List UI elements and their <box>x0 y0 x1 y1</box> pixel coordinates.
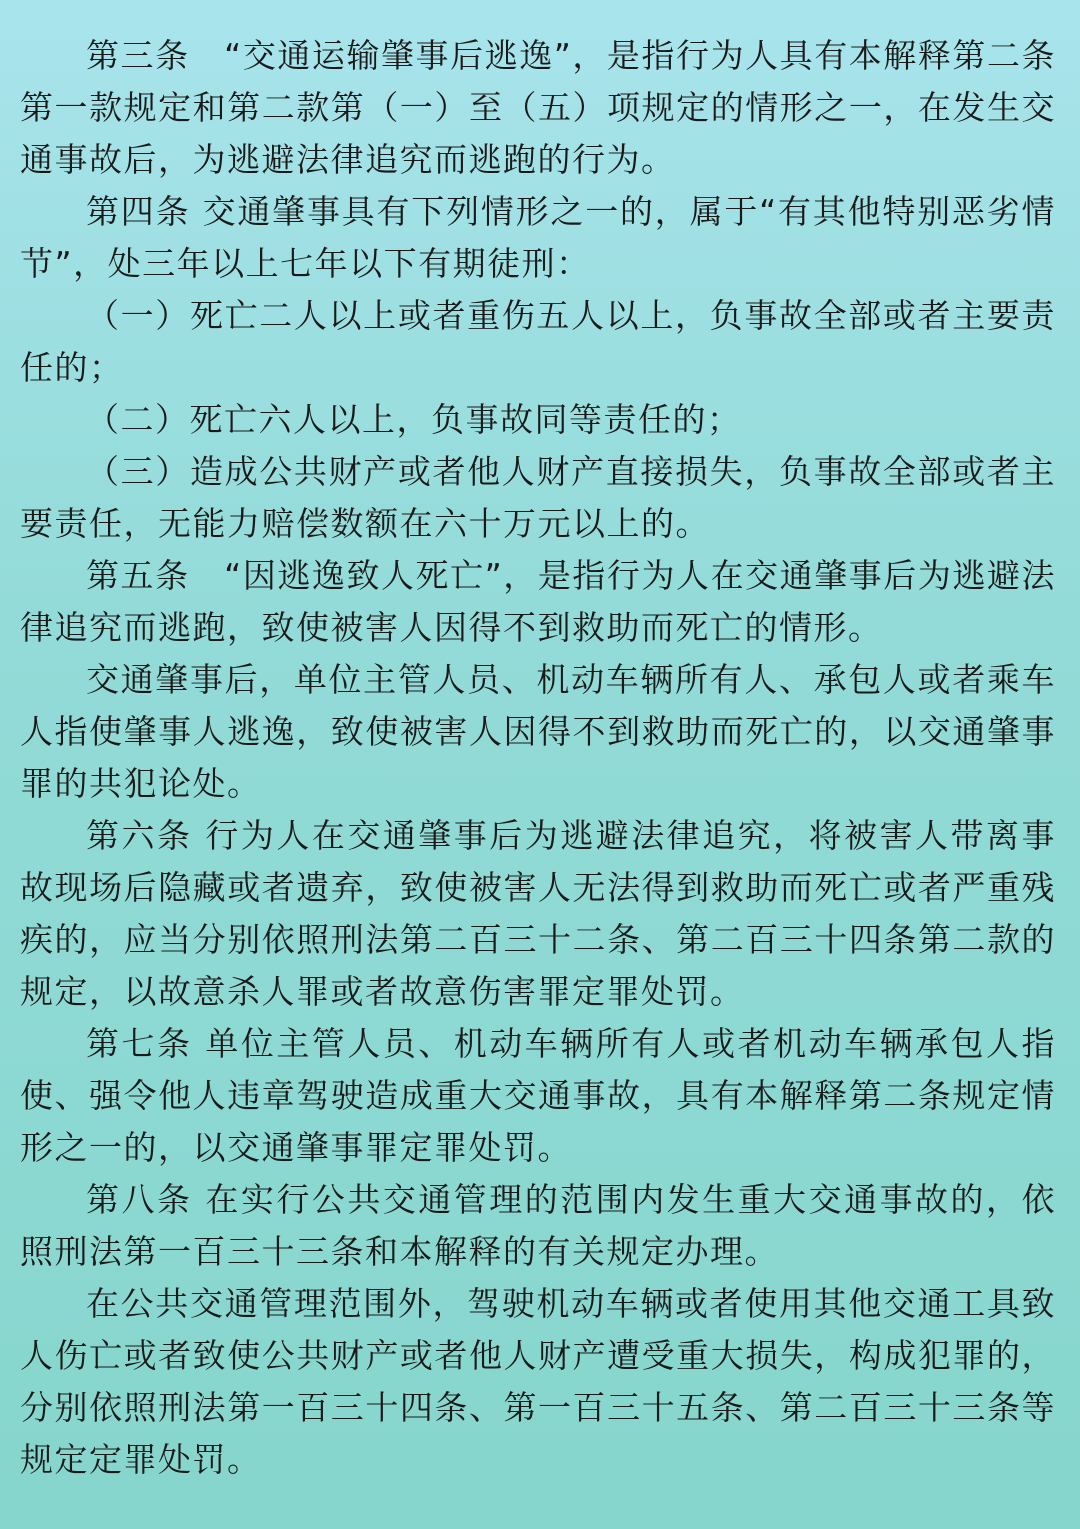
article-4-paragraph: 第四条 交通肇事具有下列情形之一的，属于“有其他特别恶劣情节”，处三年以上七年以下有期徒刑： <box>20 192 1056 283</box>
article-4-item-2: （二）死亡六人以上，负事故同等责任的； <box>86 400 742 439</box>
article-8-paragraph: 第八条 在实行公共交通管理的范围内发生重大交通事故的，依照刑法第一百三十三条和本解释的有关规定办理。 <box>20 1180 1056 1271</box>
article-3-paragraph: 第三条 “交通运输肇事后逃逸”，是指行为人具有本解释第二条第一款规定和第二款第（一）至（五）项规定的情形之一，在发生交通事故后，为逃避法律追究而逃跑的行为。 <box>20 36 1056 179</box>
article-4-item-3: （三）造成公共财产或者他人财产直接损失，负事故全部或者主要责任，无能力赔偿数额在六十万元以上的。 <box>20 452 1056 543</box>
article-8-clause-2: 在公共交通管理范围外，驾驶机动车辆或者使用其他交通工具致人伤亡或者致使公共财产或者他人财产遭受重大损失，构成犯罪的，分别依照刑法第一百三十四条、第一百三十五条、第二百三十三条等规定定罪处罚。 <box>20 1284 1056 1479</box>
article-4-item-1: （一）死亡二人以上或者重伤五人以上，负事故全部或者主要责任的； <box>20 296 1056 387</box>
article-7-paragraph: 第七条 单位主管人员、机动车辆所有人或者机动车辆承包人指使、强令他人违章驾驶造成重大交通事故，具有本解释第二条规定情形之一的，以交通肇事罪定罪处罚。 <box>20 1024 1056 1167</box>
article-6-paragraph: 第六条 行为人在交通肇事后为逃避法律追究，将被害人带离事故现场后隐藏或者遗弃，致使被害人无法得到救助而死亡或者严重残疾的，应当分别依照刑法第二百三十二条、第二百三十四条第二款的规定，以故意杀人罪或者故意伤害罪定罪处罚。 <box>20 816 1056 1011</box>
article-5-paragraph: 第五条 “因逃逸致人死亡”，是指行为人在交通肇事后为逃避法律追究而逃跑，致使被害人因得不到救助而死亡的情形。 <box>20 556 1056 647</box>
article-5-clause-2: 交通肇事后，单位主管人员、机动车辆所有人、承包人或者乘车人指使肇事人逃逸，致使被害人因得不到救助而死亡的，以交通肇事罪的共犯论处。 <box>20 660 1056 803</box>
